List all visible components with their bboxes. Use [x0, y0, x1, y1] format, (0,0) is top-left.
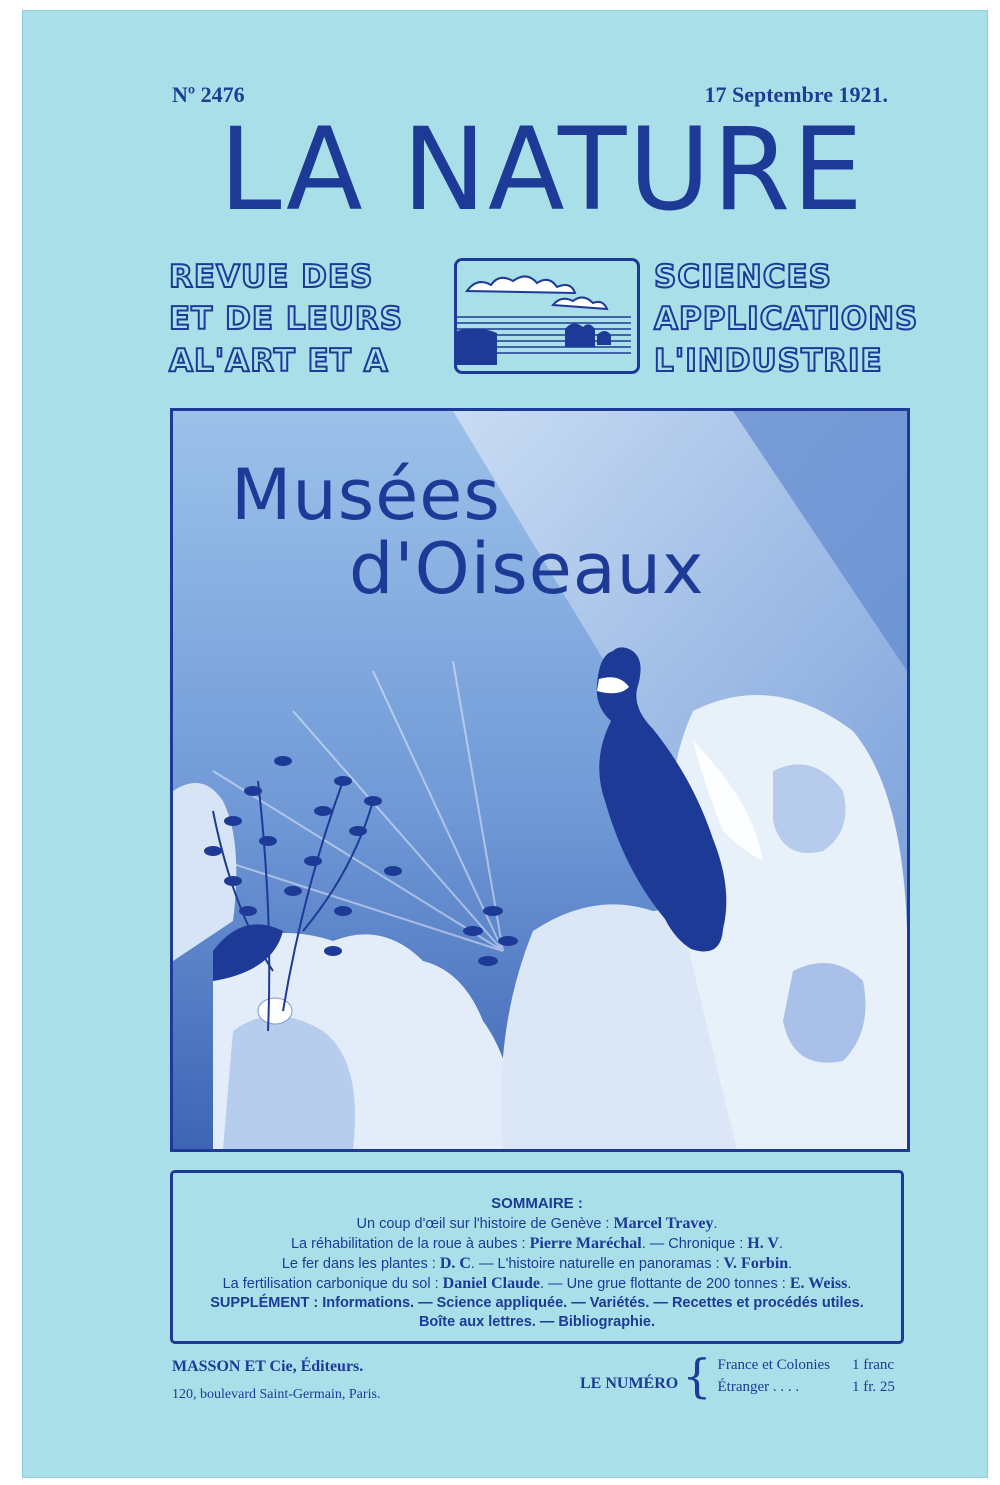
- contents-line: La fertilisation carbonique du sol : Daniel Claude. — Une grue flottante de 200 tonnes : E. Weiss.: [222, 1275, 852, 1292]
- subtitle-left: [169, 256, 439, 382]
- subtitle-right-line: SCIENCES: [654, 259, 832, 295]
- supplement-label: SUPPLÉMENT :: [210, 1295, 323, 1311]
- subtitle-left-line: REVUE DES: [169, 259, 374, 295]
- table-of-contents: [170, 1170, 904, 1344]
- supplement-line: SUPPLÉMENT : Informations. — Science appliquée. — Variétés. — Recettes et procédés utiles.: [210, 1295, 864, 1311]
- publisher-info: [172, 1353, 380, 1409]
- subtitle-right: [654, 256, 934, 382]
- price-block: [580, 1349, 895, 1403]
- landscape-vignette: [454, 258, 640, 374]
- brace-glyph: {: [682, 1349, 712, 1403]
- contents-line: Un coup d'œil sur l'histoire de Genève : Marcel Travey.: [356, 1215, 718, 1232]
- cover-title-line1: Musées: [231, 454, 501, 536]
- supplement-line-2: Boîte aux lettres. — Bibliographie.: [418, 1314, 656, 1330]
- subtitle-left-line: AL'ART ET A: [169, 343, 389, 379]
- cover-illustration: [170, 408, 910, 1152]
- subtitle-right-line: L'INDUSTRIE: [654, 343, 883, 379]
- price-table: [718, 1354, 895, 1398]
- price-region: Étranger . . . .: [717, 1378, 800, 1395]
- publisher-address: 120, boulevard Saint-Germain, Paris.: [172, 1387, 381, 1402]
- price-amount: 1 franc: [852, 1356, 895, 1373]
- magazine-cover: [22, 10, 988, 1478]
- contents-line: Le fer dans les plantes : D. C. — L'histoire naturelle en panoramas : V. Forbin.: [281, 1255, 793, 1272]
- subtitle-right-line: APPLICATIONS: [654, 301, 919, 337]
- masthead-title: LA NATURE: [219, 103, 865, 237]
- price-amount: 1 fr. 25: [852, 1378, 895, 1395]
- issue-number: Nº 2476: [172, 82, 245, 107]
- price-region: France et Colonies: [717, 1356, 830, 1373]
- price-row: [718, 1354, 895, 1376]
- price-row: [718, 1376, 895, 1398]
- cover-title-line2: d'Oiseaux: [349, 527, 705, 610]
- issue-date: 17 Septembre 1921.: [704, 82, 888, 107]
- cover-title: [231, 454, 871, 610]
- subtitle-left-line: ET DE LEURS: [169, 301, 404, 337]
- price-label: LE NUMÉRO: [580, 1375, 679, 1392]
- contents-heading: SOMMAIRE :: [491, 1195, 583, 1212]
- contents-line: La réhabilitation de la roue à aubes : Pierre Maréchal. — Chronique : H. V.: [290, 1235, 784, 1252]
- publisher-name: MASSON ET Cie, Éditeurs.: [172, 1358, 364, 1375]
